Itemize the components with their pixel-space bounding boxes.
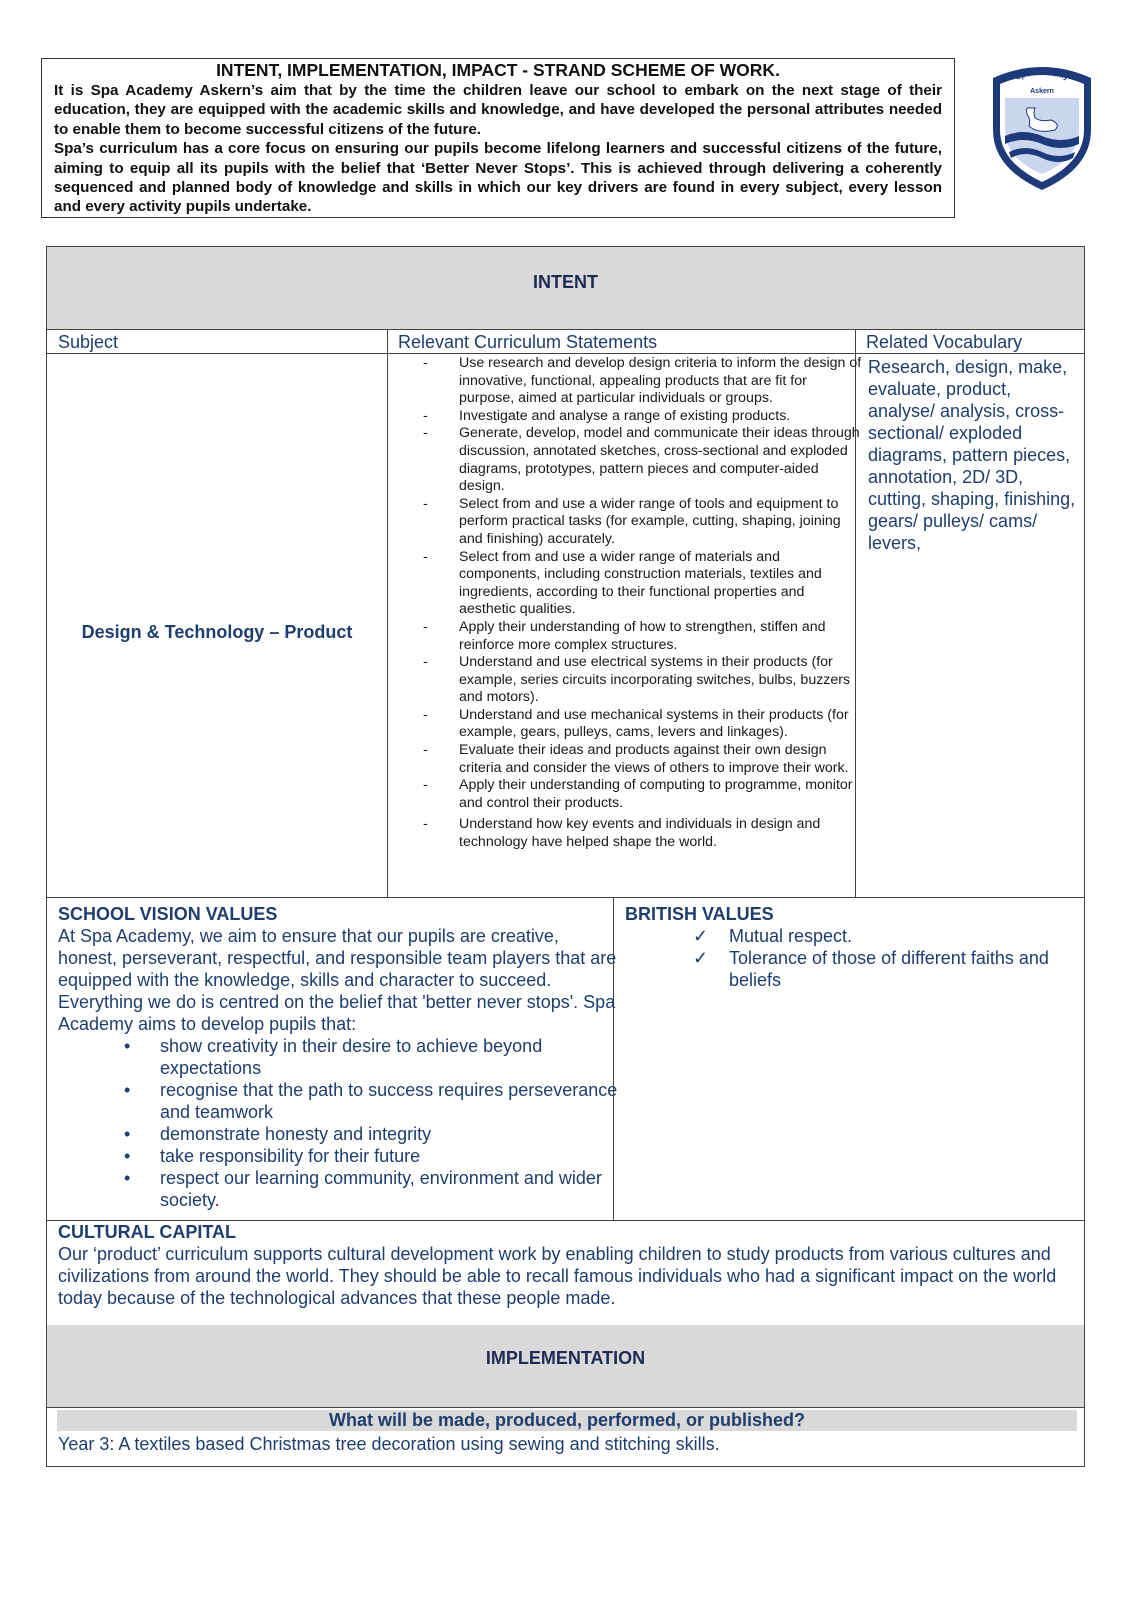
vision-bullet-list (58, 1035, 618, 1211)
british-values-list (625, 925, 1075, 991)
list-item: • respect our learning community, environment and wider society. (124, 1168, 602, 1210)
statement-text: Investigate and analyse a range of existing products. (459, 407, 791, 424)
divider (47, 329, 1084, 330)
bullet-icon: • (124, 1080, 131, 1100)
list-item: - Select from and use a wider range of materials and components, including construction materials, textiles and ingredients, according to their functional properties and aesthetic qualities. (423, 548, 822, 618)
divider (47, 1407, 1084, 1408)
list-item: ✓ Mutual respect. (693, 926, 853, 946)
statement-text: Generate, develop, model and communicate their ideas through discussion, annotated sketches, cross-sectional and exploded diagrams, prototypes, pattern pieces and computer-aided design. (459, 425, 860, 495)
list-item: • recognise that the path to success requires perseverance and teamwork (124, 1080, 618, 1122)
list-item: • demonstrate honesty and integrity (124, 1124, 432, 1144)
school-vision-values (58, 903, 618, 1211)
checkmark-icon: ✓ (693, 948, 709, 968)
intro-paragraph-aim: It is Spa Academy Askern’s aim that by the time the children leave our school to embark on the next stage of their education, they are equipped with the academic skills and knowledge, and have developed the personal attributes needed to enable them to become successful citizens of the future. (54, 82, 942, 138)
list-item: - Apply their understanding of computing to programme, monitor and control their products. (423, 777, 853, 811)
list-item: - Understand how key events and individuals in design and technology have helped shape the world. (423, 816, 821, 851)
list-item: - Evaluate their ideas and products against their own design criteria and consider the views of others to improve their work. (423, 742, 849, 776)
list-item: - Investigate and analyse a range of existing products. (423, 407, 791, 424)
british-values (625, 903, 1075, 991)
statement-text: Apply their understanding of computing to programme, monitor and control their products. (459, 777, 853, 811)
vocabulary-column-header: Related Vocabulary (866, 332, 1023, 352)
intro-box (41, 58, 955, 218)
intent-band (47, 247, 1084, 329)
list-item: - Generate, develop, model and communicate their ideas through discussion, annotated sketches, cross-sectional and exploded diagrams, prototypes, pattern pieces and computer-aided design. (423, 425, 860, 495)
bullet-icon: • (124, 1124, 131, 1144)
statement-text: Understand how key events and individuals in design and technology have helped shape the world. (459, 816, 821, 851)
subject-name: Design & Technology – Product (81, 622, 353, 642)
list-item: • take responsibility for their future (124, 1146, 421, 1166)
statement-text: Evaluate their ideas and products against their own design criteria and consider the views of others to improve their work. (459, 742, 849, 776)
statement-text: Understand and use mechanical systems in their products (for example, gears, pulleys, cams, levers and linkages). (459, 706, 849, 741)
logo-name-text: Spa Academy (1014, 67, 1070, 82)
cultural-capital-text: Our ‘product’ curriculum supports cultural development work by enabling children to study products from various cultures and civilizations from around the world. They should be able to recall famous individuals who had a significant impact on the world today because of the technological advances that these people made. (58, 1244, 1057, 1308)
related-vocabulary: Research, design, make, evaluate, product, analyse/ analysis, cross-sectional/ exploded diagrams, pattern pieces, annotation, 2D/ 3D, cutting, shaping, finishing, gears/ pulleys/ cams/ levers, (868, 357, 1076, 553)
vision-title: SCHOOL VISION VALUES (58, 904, 278, 924)
made-answer: Year 3: A textiles based Christmas tree decoration using sewing and stitching skills. (58, 1434, 720, 1454)
intro-paragraph-curriculum: Spa’s curriculum has a core focus on ensuring our pupils become lifelong learners and successful citizens of the future, aiming to equip all its pupils with the belief that ‘Better Never Stops’. This is achieved through delivering a coherently sequenced and planned body of knowledge and skills in which our key drivers are found in every subject, every lesson and every activity pupils undertake. (54, 140, 942, 216)
vision-paragraph: At Spa Academy, we aim to ensure that our pupils are creative, honest, perseverant, respectful, and responsible team players that are equipped with the knowledge, skills and character to succeed. (58, 926, 617, 990)
bullet-icon: • (124, 1146, 131, 1166)
statement-text: Understand and use electrical systems in their products (for example, series circuits incorporating switches, bulbs, buzzers and motors). (459, 654, 851, 706)
statement-text: Use research and develop design criteria to inform the design of innovative, functional, appealing products that are fit for purpose, aimed at particular individuals or groups. (459, 355, 862, 407)
british-values-title: BRITISH VALUES (625, 904, 774, 924)
list-item: • show creativity in their desire to achieve beyond expectations (124, 1036, 543, 1078)
list-item: - Select from and use a wider range of tools and equipment to perform practical tasks (for example, cutting, shaping, joining and finishing) accurately. (423, 495, 841, 547)
curriculum-statements-list (387, 355, 873, 852)
cultural-capital-title: CULTURAL CAPITAL (58, 1222, 236, 1242)
implementation-heading: IMPLEMENTATION (485, 1348, 646, 1368)
divider (47, 353, 1084, 354)
logo-location-text: Askern (1030, 88, 1054, 95)
made-question: What will be made, produced, performed, or published? (57, 1410, 1077, 1431)
intent-heading: INTENT (533, 272, 598, 292)
page-title: INTENT, IMPLEMENTATION, IMPACT - STRAND SCHEME OF WORK. (216, 60, 780, 80)
list-item: - Apply their understanding of how to strengthen, stiffen and reinforce more complex structures. (423, 618, 826, 653)
list-item: - Understand and use electrical systems in their products (for example, series circuits incorporating switches, bulbs, buzzers and motors). (423, 654, 851, 706)
checkmark-icon: ✓ (693, 926, 709, 946)
list-item: ✓ Tolerance of those of different faiths and beliefs (693, 948, 1049, 990)
school-logo (985, 60, 1099, 192)
divider (47, 897, 1084, 898)
statements-column-header: Relevant Curriculum Statements (398, 332, 658, 352)
cultural-capital (58, 1221, 1078, 1309)
list-item: - Use research and develop design criteria to inform the design of innovative, functional, appealing products that are fit for purpose, aimed at particular individuals or groups. (423, 355, 862, 407)
statement-text: Apply their understanding of how to strengthen, stiffen and reinforce more complex structures. (459, 618, 826, 653)
list-item: - Understand and use mechanical systems in their products (for example, gears, pulleys, cams, levers and linkages). (423, 706, 849, 741)
bullet-icon: • (124, 1036, 131, 1056)
statement-text: Select from and use a wider range of materials and components, including construction materials, textiles and ingredients, according to their functional properties and aesthetic qualities. (459, 548, 822, 618)
implementation-band (47, 1325, 1084, 1407)
vision-paragraph: Everything we do is centred on the belief that 'better never stops'. Spa Academy aims to develop pupils that: (58, 992, 616, 1034)
subject-column-header: Subject (58, 332, 119, 352)
statement-text: Select from and use a wider range of tools and equipment to perform practical tasks (for example, cutting, shaping, joining and finishing) accurately. (459, 495, 841, 547)
bullet-icon: • (124, 1168, 131, 1188)
scheme-table (46, 246, 1085, 1467)
